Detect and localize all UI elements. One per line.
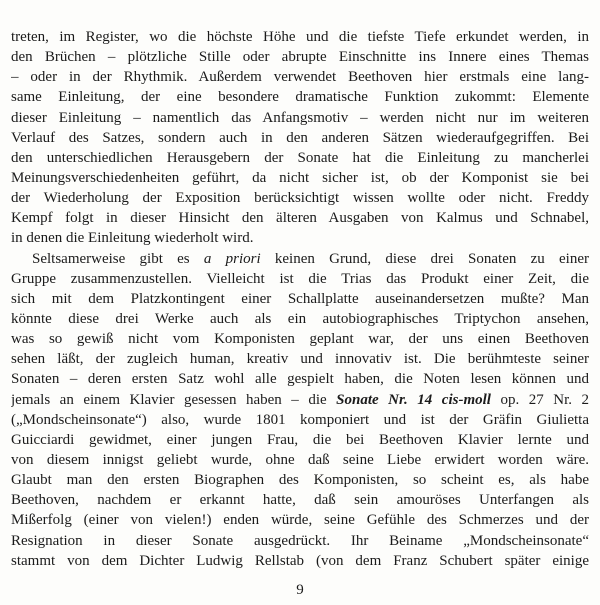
text-segment: same Einleitung, der eine besondere dramatische Funktion zukommt: Elemente — [11, 89, 589, 106]
text-segment: keinen Grund, diese drei Sonaten zu einer — [260, 250, 589, 267]
text-segment: Mißerfolg (einer von vielen!) enden würde, seine Gefühle des Schmerzes und der — [11, 512, 589, 529]
text-line — [11, 27, 589, 47]
text-line — [11, 450, 589, 470]
text-segment: a priori — [203, 250, 261, 267]
text-segment: könnte diese drei Werke auch als ein autobiographisches Triptychon ansehen, — [11, 310, 589, 327]
page-text — [11, 27, 589, 571]
page-number: 9 — [296, 581, 304, 598]
text-line — [11, 349, 589, 369]
text-segment: op. 27 Nr. 2 — [490, 391, 589, 408]
text-line — [11, 47, 589, 67]
text-segment: den unterschiedlichen Herausgebern der Sonate hat die Einleitung zu mancherlei — [11, 149, 589, 166]
text-line — [11, 410, 589, 430]
text-segment: Meinungsverschiedenheiten geführt, da nicht sicher ist, ob der Komponist sie bei — [11, 169, 589, 186]
text-line — [11, 228, 589, 248]
text-segment: („Mondscheinsonate“) also, wurde 1801 komponiert und ist der Gräfin Giulietta — [11, 411, 589, 428]
text-line — [11, 67, 589, 87]
text-segment: Gruppe zusammenzustellen. Vielleicht ist die Trias das Produkt einer Zeit, die — [11, 270, 589, 287]
text-line — [11, 128, 589, 148]
text-segment: Sonaten – deren ersten Satz wohl alle gespielt haben, die Noten lesen können und — [11, 371, 589, 388]
text-segment: was so gewiß nicht vom Komponisten geplant war, der uns einen Beethoven — [11, 331, 589, 348]
text-line — [11, 309, 589, 329]
text-segment: stammt von dem Dichter Ludwig Rellstab (von dem Franz Schubert später einige — [11, 552, 589, 569]
text-segment: den Brüchen – plötzliche Stille oder abrupte Einschnitte ins Innere eines Themas — [11, 49, 589, 66]
text-segment: – oder in der Rhythmik. Außerdem verwendet Beethoven hier erstmals eine lang- — [11, 69, 589, 86]
text-line — [11, 148, 589, 168]
text-line — [11, 269, 589, 289]
text-segment: Guicciardi gewidmet, einer jungen Frau, die bei Beethoven Klavier lernte und — [11, 431, 589, 448]
text-segment: Beethoven, nachdem er erkannt hatte, daß sein amouröses Unterfangen als — [11, 492, 589, 509]
text-line — [11, 390, 589, 410]
text-line — [11, 470, 589, 490]
text-line — [11, 531, 589, 551]
text-line — [11, 108, 589, 128]
text-segment: sehen läßt, der zugleich human, kreativ und innovativ ist. Die berühmteste seiner — [11, 351, 589, 368]
text-segment: Sonate Nr. 14 cis-moll — [336, 391, 491, 408]
text-line — [11, 329, 589, 349]
text-segment: dieser Einleitung – namentlich das Anfangsmotiv – werden nicht nur im weiteren — [11, 109, 589, 126]
text-segment: Glaubt man den ersten Biographen des Komponisten, so scheint es, als habe — [11, 472, 589, 489]
text-line — [11, 208, 589, 228]
text-segment: Seltsamerweise gibt es — [32, 250, 204, 267]
text-line — [11, 369, 589, 389]
text-segment: treten, im Register, wo die höchste Höhe und die tiefste Tiefe erkundet werden, in — [11, 29, 589, 45]
text-line — [11, 289, 589, 309]
text-segment: in denen die Einleitung wiederholt wird. — [11, 230, 254, 247]
text-segment: der Wiederholung der Exposition berücksichtigt wissen wollte oder nicht. Freddy — [11, 190, 589, 207]
text-line — [11, 249, 589, 269]
text-segment: sich mit dem Platzkontingent einer Schallplatte auseinandersetzen mußte? Man — [11, 290, 589, 307]
text-segment: jemals an einem Klavier gesessen haben – die — [11, 391, 337, 408]
text-segment: Verlauf des Satzes, sondern auch in den anderen Sätzen wiederaufgegriffen. Bei — [11, 129, 589, 146]
text-line — [11, 551, 589, 571]
text-segment: Kempf folgt in dieser Hinsicht den älteren Ausgaben von Kalmus und Schnabel, — [11, 210, 589, 227]
text-segment: von diesem innigst geliebt wurde, ohne daß seine Liebe erwidert worden wäre. — [11, 451, 589, 468]
text-line — [11, 490, 589, 510]
text-line — [11, 430, 589, 450]
text-line — [11, 87, 589, 107]
text-line — [11, 188, 589, 208]
text-segment: Resignation in dieser Sonate ausgedrückt. Ihr Beiname „Mondscheinsonate“ — [11, 532, 589, 549]
text-line — [11, 510, 589, 530]
text-line — [11, 168, 589, 188]
